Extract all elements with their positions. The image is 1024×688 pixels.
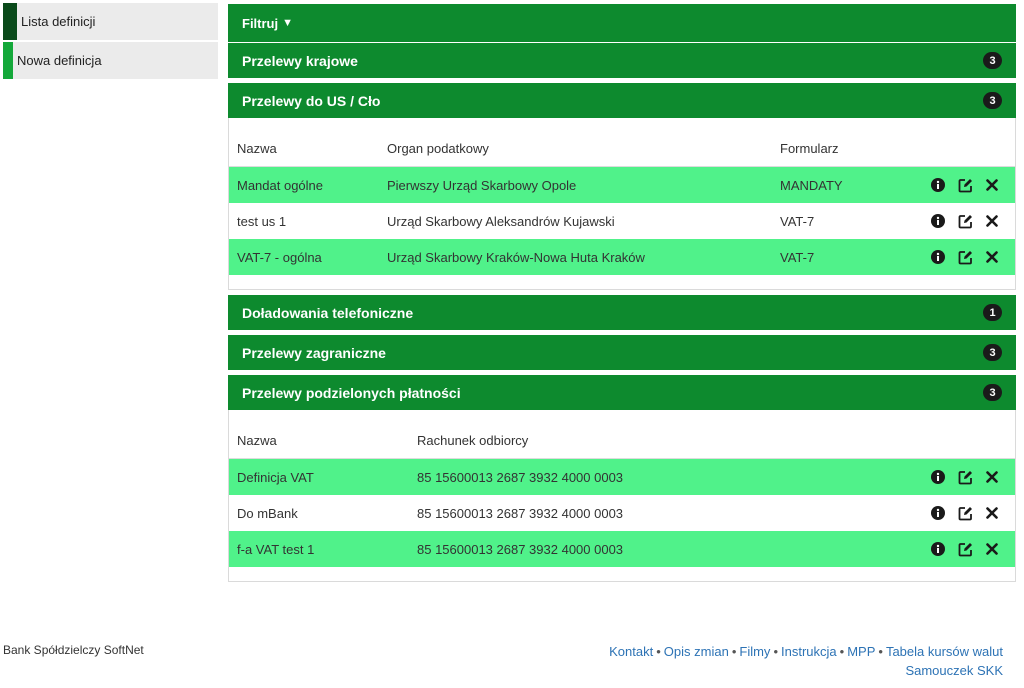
row-name: Do mBank xyxy=(237,505,298,521)
info-circle-icon[interactable] xyxy=(929,468,947,486)
footer-link-opis-zmian[interactable]: Opis zmian xyxy=(663,644,729,659)
table-row[interactable] xyxy=(229,239,1015,275)
filter-label: Filtruj xyxy=(242,15,279,31)
section-header-zagraniczne[interactable] xyxy=(228,335,1016,370)
sidebar xyxy=(3,3,218,81)
edit-icon[interactable] xyxy=(956,176,974,194)
count-badge: 3 xyxy=(983,52,1002,69)
count-badge: 3 xyxy=(983,344,1002,361)
footer-link-tabela-kursow[interactable]: Tabela kursów walut xyxy=(885,644,1003,659)
count-badge: 3 xyxy=(983,384,1002,401)
table-row[interactable] xyxy=(229,495,1015,531)
sidebar-item-lista-definicji[interactable] xyxy=(3,3,218,40)
edit-icon[interactable] xyxy=(956,468,974,486)
table-row[interactable] xyxy=(229,459,1015,495)
table-row[interactable] xyxy=(229,167,1015,203)
section-title: Przelewy do US / Cło xyxy=(242,92,381,109)
column-header-formularz: Formularz xyxy=(780,141,839,156)
table-row[interactable] xyxy=(229,203,1015,239)
row-name: Definicja VAT xyxy=(237,469,314,485)
row-account: 85 15600013 2687 3932 4000 0003 xyxy=(417,505,624,521)
section-header-krajowe[interactable] xyxy=(228,43,1016,78)
edit-icon[interactable] xyxy=(956,540,974,558)
close-icon[interactable] xyxy=(983,248,1001,266)
close-icon[interactable] xyxy=(983,540,1001,558)
section-title: Przelewy zagraniczne xyxy=(242,344,386,361)
footer-link-filmy[interactable]: Filmy xyxy=(739,644,771,659)
row-account: 85 15600013 2687 3932 4000 0003 xyxy=(417,469,624,485)
edit-icon[interactable] xyxy=(956,248,974,266)
row-organ: Urząd Skarbowy Aleksandrów Kujawski xyxy=(387,213,615,229)
column-header-organ: Organ podatkowy xyxy=(387,141,489,156)
section-title: Przelewy krajowe xyxy=(242,52,358,69)
close-icon[interactable] xyxy=(983,468,1001,486)
sidebar-item-label: Lista definicji xyxy=(21,14,96,29)
section-title: Doładowania telefoniczne xyxy=(242,304,414,321)
row-name: f-a VAT test 1 xyxy=(237,541,315,557)
row-name: VAT-7 - ogólna xyxy=(237,249,322,265)
close-icon[interactable] xyxy=(983,212,1001,230)
section-header-split[interactable] xyxy=(228,375,1016,410)
column-header-rachunek: Rachunek odbiorcy xyxy=(417,433,529,448)
section-header-us[interactable] xyxy=(228,83,1016,118)
close-icon[interactable] xyxy=(983,176,1001,194)
footer-link-kontakt[interactable]: Kontakt xyxy=(609,644,654,659)
split-table xyxy=(228,410,1016,582)
footer-link-samouczek[interactable]: Samouczek SKK xyxy=(905,663,1003,678)
row-organ: Urząd Skarbowy Kraków-Nowa Huta Kraków xyxy=(387,249,645,265)
row-organ: Pierwszy Urząd Skarbowy Opole xyxy=(387,177,577,193)
info-circle-icon[interactable] xyxy=(929,176,947,194)
info-circle-icon[interactable] xyxy=(929,540,947,558)
footer-bank-name: Bank Spółdzielczy SoftNet xyxy=(3,643,144,657)
row-account: 85 15600013 2687 3932 4000 0003 xyxy=(417,541,624,557)
footer-link-instrukcja[interactable]: Instrukcja xyxy=(781,644,837,659)
footer-separator: • xyxy=(656,644,661,659)
sidebar-item-label: Nowa definicja xyxy=(17,53,102,68)
row-name: Mandat ogólne xyxy=(237,177,324,193)
edit-icon[interactable] xyxy=(956,212,974,230)
row-form: VAT-7 xyxy=(780,213,815,229)
count-badge: 1 xyxy=(983,304,1002,321)
row-form: VAT-7 xyxy=(780,249,815,265)
caret-down-icon: ▼ xyxy=(282,17,293,29)
info-circle-icon[interactable] xyxy=(929,212,947,230)
us-table xyxy=(228,118,1016,290)
filter-toggle[interactable] xyxy=(228,4,1016,42)
row-name: test us 1 xyxy=(237,213,287,229)
footer-link-mpp[interactable]: MPP xyxy=(847,644,876,659)
table-row[interactable] xyxy=(229,531,1015,567)
info-circle-icon[interactable] xyxy=(929,248,947,266)
sidebar-item-nowa-definicja[interactable] xyxy=(3,42,218,79)
section-title: Przelewy podzielonych płatności xyxy=(242,384,461,401)
close-icon[interactable] xyxy=(983,504,1001,522)
table-header xyxy=(229,118,1015,167)
footer-separator: • xyxy=(878,644,883,659)
edit-icon[interactable] xyxy=(956,504,974,522)
footer-separator: • xyxy=(731,644,737,659)
section-header-doladowania[interactable] xyxy=(228,295,1016,330)
table-header xyxy=(229,410,1015,459)
footer-links xyxy=(609,642,1003,680)
footer-separator: • xyxy=(839,644,845,659)
column-header-nazwa: Nazwa xyxy=(237,141,277,156)
info-circle-icon[interactable] xyxy=(929,504,947,522)
column-header-nazwa: Nazwa xyxy=(237,433,277,448)
main-panel xyxy=(228,4,1016,582)
row-form: MANDATY xyxy=(780,177,843,193)
count-badge: 3 xyxy=(983,92,1002,109)
footer-separator: • xyxy=(773,644,778,659)
